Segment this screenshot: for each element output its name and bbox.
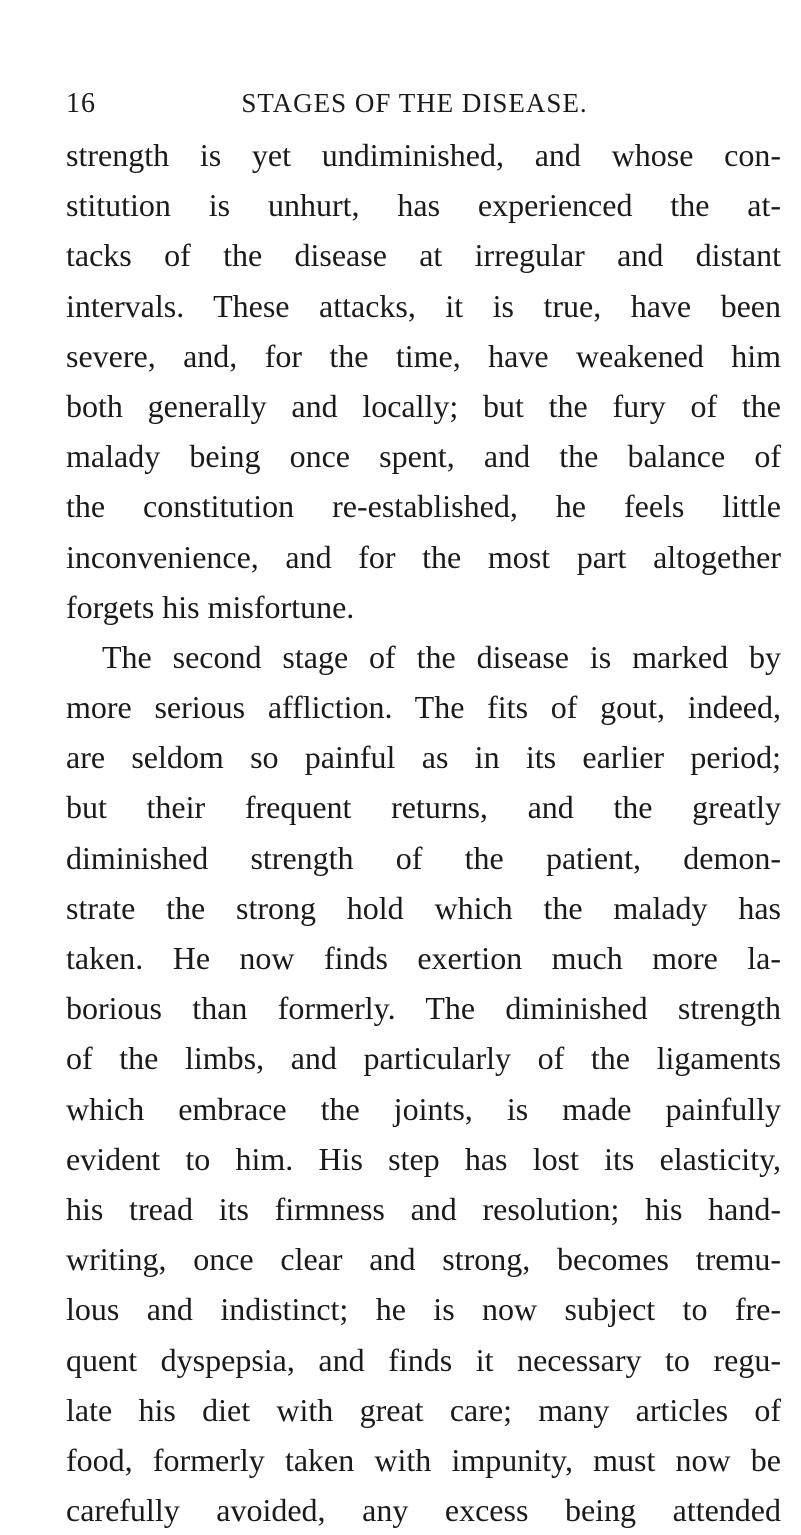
text-line: borious than formerly. The diminished strength <box>66 990 781 1027</box>
text-line: both generally and locally; but the fury of the <box>66 387 781 424</box>
text-line: strength is yet undiminished, and whose con- <box>66 137 781 173</box>
text-line: strate the strong hold which the malady has <box>66 889 781 926</box>
text-line: which embrace the joints, is made painfully <box>66 1090 781 1127</box>
page-number: 16 <box>66 88 96 119</box>
body-text <box>66 130 781 1535</box>
text-line: but their frequent returns, and the greatly <box>66 789 781 826</box>
text-line: diminished strength of the patient, demon- <box>66 839 781 876</box>
text-line: carefully avoided, any excess being attended <box>66 1492 781 1529</box>
text-line: malady being once spent, and the balance of <box>66 438 781 475</box>
text-line: food, formerly taken with impunity, must now be <box>66 1441 781 1478</box>
text-line: taken. He now finds exertion much more la- <box>66 940 781 976</box>
text-line: late his diet with great care; many articles of <box>66 1391 781 1428</box>
text-line: of the limbs, and particularly of the ligaments <box>66 1040 781 1077</box>
text-line: lous and indistinct; he is now subject to fre- <box>66 1291 781 1328</box>
paragraph-end-line: forgets his misfortune. <box>66 588 355 625</box>
running-head-title: STAGES OF THE DISEASE. <box>241 88 588 118</box>
text-line: are seldom so painful as in its earlier period; <box>66 739 781 776</box>
text-line: writing, once clear and strong, becomes tremu- <box>66 1241 781 1278</box>
text-line: evident to him. His step has lost its elasticity, <box>66 1140 781 1177</box>
text-line: inconvenience, and for the most part altogether <box>66 538 781 575</box>
text-line: severe, and, for the time, have weakened him <box>66 337 781 374</box>
running-head <box>0 88 801 128</box>
text-line: more serious affliction. The fits of gout, indeed, <box>66 689 781 726</box>
paragraph-start-line: The second stage of the disease is marked by <box>102 638 781 675</box>
text-line: intervals. These attacks, it is true, have been <box>66 287 781 324</box>
text-line: stitution is unhurt, has experienced the at- <box>66 187 781 224</box>
text-line: quent dyspepsia, and finds it necessary to regu- <box>66 1341 781 1378</box>
text-line: the constitution re-established, he feels little <box>66 488 781 525</box>
text-line: tacks of the disease at irregular and distant <box>66 237 781 274</box>
text-line: his tread its firmness and resolution; his hand- <box>66 1190 781 1227</box>
